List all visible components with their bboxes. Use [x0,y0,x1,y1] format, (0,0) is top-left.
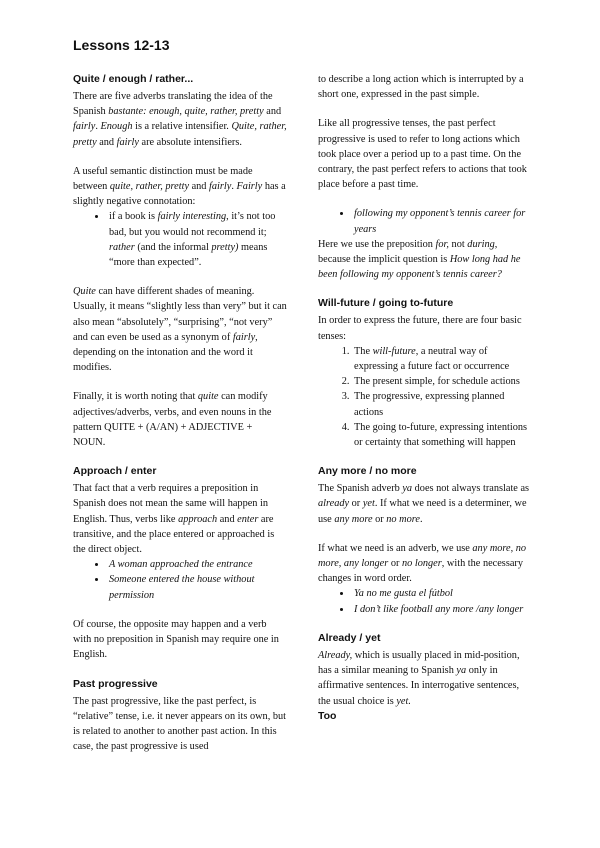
paragraph-opposite: Of course, the opposite may happen and a verb with no preposition in Spanish may require one in English. [73,618,279,661]
heading-will-future: Will-future / going to-future [318,297,454,310]
heading-already-yet: Already / yet [318,631,381,644]
paragraph-preposition-for: Here we use the preposition for, not during, because the implicit question is How long had he been following my opponent’s tennis career? [318,238,521,281]
heading-too: Too [318,709,337,722]
list-item: • Someone entered the house without permission [107,572,287,602]
heading-past-progressive: Past progressive [73,677,158,690]
paragraph-quite-pattern: Finally, it is worth noting that quite can modify adjectives/adverbs, verbs, and even nouns in the pattern QUITE + (A/AN) + ADJECTIVE + NOUN. [73,391,272,449]
list-item: 3. The progressive, expressing planned actions [352,389,532,419]
paragraph-future-intro: In order to express the future, there are four basic tenses: [318,315,522,342]
list-tennis-example [318,206,532,236]
list-item: 2. The present simple, for schedule actions [352,374,532,389]
list-item: • Ya no me gusta el fútbol [352,586,532,601]
paragraph-transitive-verbs: That fact that a verb requires a preposition in Spanish does not mean the same will happen in English. Thus, verbs like approach and enter are transitive, and the place entered or approached is the direct object. [73,483,275,556]
paragraph-long-action: to describe a long action which is interrupted by a short one, expressed in the past simple. [318,74,524,101]
list-approach-examples [73,557,287,603]
paragraph-semantic-distinction: A useful semantic distinction must be made between quite, rather, pretty and fairly. Fairly has a slightly negative connotation: [73,165,286,208]
paragraph-perfect-progressive: Like all progressive tenses, the past perfect progressive is used to refer to long actions which took place over a period up to a past time. On the contrary, the past perfect refers to actions that took place before a past time. [318,118,527,191]
list-fairly-example [73,209,287,270]
list-item: • I don’t like football any more /any longer [352,602,532,617]
heading-any-more: Any more / no more [318,465,417,478]
page-title: Lessons 12-13 [73,37,170,53]
paragraph-past-progressive: The past progressive, like the past perfect, is “relative” tense, i.e. it never appears on its own, but is related to another to another past action. In this case, the past progressive is used [73,695,287,753]
paragraph-already: Already, which is usually placed in mid-position, has a similar meaning to Spanish ya only in affirmative sentences. In interrogative sentences, the usual choice is yet. [318,649,520,707]
paragraph-ya-adverb: If what we need is an adverb, we use any more, no more, any longer or no longer, with the necessary changes in word order. [318,542,527,585]
list-item: 4. The going to-future, expressing intentions or certainty that something will happen [352,420,532,450]
list-item: • following my opponent’s tennis career for years [352,206,532,236]
paragraph-ya-determiner: The Spanish adverb ya does not always translate as already or yet. If what we need is a determiner, we use any more or no more. [318,483,530,525]
list-item: 1. The will-future, a neutral way of expressing a future fact or occurrence [352,344,532,374]
paragraph-adverbs-intro: There are five adverbs translating the idea of the Spanish bastante: enough, quite, rather, pretty and fairly. Enough is a relative intensifier. Quite, rather, pretty and fairly are absolute intensifiers. [73,91,287,148]
list-item: • if a book is fairly interesting, it’s not too bad, but you would not recommend it; rather (and the informal pretty) means “more than expected”. [107,209,287,270]
left-column [73,72,287,754]
heading-approach-enter: Approach / enter [73,465,157,478]
list-future-tenses [318,344,532,450]
list-item: • A woman approached the entrance [107,557,287,572]
right-column [318,72,532,726]
paragraph-quite-meaning: Quite can have different shades of meaning. Usually, it means “slightly less than very” but it can also mean “absolutely”, “surprising”, “not very” and can even be used as a synonym of fairly, depending on the intonation and the word it modifies. [73,286,287,374]
list-football-examples [318,586,532,616]
heading-quite-enough-rather: Quite / enough / rather... [73,73,194,85]
